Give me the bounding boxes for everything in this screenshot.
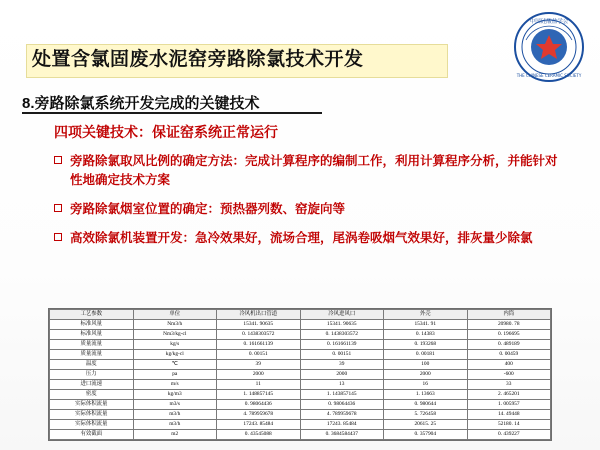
table-cell: pa — [133, 370, 217, 380]
table-cell: 2000 — [217, 370, 301, 380]
table-row — [50, 330, 551, 340]
table-cell: 0. 196695 — [467, 330, 551, 340]
table-row — [50, 380, 551, 390]
table-header-cell: 冷风机出口管道 — [217, 310, 301, 320]
table-row — [50, 400, 551, 410]
table-cell: -600 — [467, 370, 551, 380]
list-item — [54, 152, 566, 190]
table-cell: 52180. 14 — [467, 420, 551, 430]
table-cell: 0. 98064436 — [217, 400, 301, 410]
table-cell: 1. 13663 — [384, 390, 468, 400]
table-header-cell: 工艺参数 — [50, 310, 134, 320]
square-bullet-icon — [54, 204, 62, 212]
table-cell: 0. 3684584437 — [300, 430, 384, 440]
table-cell: 0. 489189 — [467, 340, 551, 350]
table-row — [50, 390, 551, 400]
parameter-table — [48, 308, 552, 441]
table-cell: m3/h — [133, 410, 217, 420]
table-cell: 39 — [217, 360, 301, 370]
table-cell: 0. 00151 — [300, 350, 384, 360]
table-cell: 4. 789959678 — [217, 410, 301, 420]
list-item-label: 旁路除氯取风比例的确定方法：完成计算程序的编制工作，利用计算程序分析，并能针对性地确定技术方案 — [70, 154, 558, 187]
list-item — [54, 200, 566, 219]
table-cell: 17243. 85484 — [300, 420, 384, 430]
table-cell: kg/s — [133, 340, 217, 350]
table-cell: 实际体积流量 — [50, 400, 134, 410]
table-cell: 实际体积流量 — [50, 410, 134, 420]
table-cell: 1. 143857145 — [300, 390, 384, 400]
table-cell: 2000 — [384, 370, 468, 380]
table-cell: 标准风量 — [50, 320, 134, 330]
table-row — [50, 350, 551, 360]
table-row — [50, 370, 551, 380]
table-row — [50, 320, 551, 330]
list-item-label: 旁路除氯烟室位置的确定：预热器列数、窑旋向等 — [70, 202, 346, 216]
table-cell: m3/h — [133, 420, 217, 430]
table-cell: 14. 49448 — [467, 410, 551, 420]
table-cell: 0. 161661139 — [300, 340, 384, 350]
bullet-list — [54, 152, 566, 258]
table-row — [50, 410, 551, 420]
table-cell: 17243. 85484 — [217, 420, 301, 430]
table-cell: 0. 43545088 — [217, 430, 301, 440]
section-heading: 8.旁路除氯系统开发完成的关键技术 — [22, 95, 260, 112]
table-row — [50, 420, 551, 430]
table-cell: 100 — [384, 360, 468, 370]
table-cell: 1. 005957 — [467, 400, 551, 410]
table-cell: Nm3/h — [133, 320, 217, 330]
table-cell: 11 — [217, 380, 301, 390]
square-bullet-icon — [54, 156, 62, 164]
table-cell: 标准风量 — [50, 330, 134, 340]
table-cell: 13 — [300, 380, 384, 390]
table-header-row — [50, 310, 551, 320]
ceramic-society-logo — [512, 10, 586, 84]
table-cell: 1. 148857145 — [217, 390, 301, 400]
table-cell: 实际体积流量 — [50, 420, 134, 430]
table-cell: 0. 98064436 — [300, 400, 384, 410]
table-cell: m2 — [133, 430, 217, 440]
table-cell: 密度 — [50, 390, 134, 400]
list-item — [54, 229, 566, 248]
table-header-cell: 冷风进风口 — [300, 310, 384, 320]
table-cell: 0. 357904 — [384, 430, 468, 440]
table-cell: 进口流速 — [50, 380, 134, 390]
table-cell: 20615. 25 — [384, 420, 468, 430]
table-cell: 15341. 91 — [384, 320, 468, 330]
table-cell: 0. 439227 — [467, 430, 551, 440]
page-title: 处置含氯固废水泥窑旁路除氯技术开发 — [32, 49, 364, 70]
table-cell: 2. 465201 — [467, 390, 551, 400]
table-cell: 有效截面 — [50, 430, 134, 440]
table-cell: Nm3/kg-cl — [133, 330, 217, 340]
table-row — [50, 430, 551, 440]
table-row — [50, 360, 551, 370]
table-cell: 15341. 90635 — [300, 320, 384, 330]
table-cell: kg/kg-cl — [133, 350, 217, 360]
table-cell: 0. 00459 — [467, 350, 551, 360]
table-cell: 33 — [467, 380, 551, 390]
table-cell: 0. 161661139 — [217, 340, 301, 350]
table-cell: 400 — [467, 360, 551, 370]
table-cell: 0. 1438303572 — [300, 330, 384, 340]
sub-heading: 四项关键技术：保证窑系统正常运行 — [54, 124, 278, 140]
table-cell: 质量流量 — [50, 340, 134, 350]
table-cell: 20980. 78 — [467, 320, 551, 330]
table-cell: 温度 — [50, 360, 134, 370]
list-item-label: 高效除氯机装置开发：急冷效果好，流场合理，尾涡卷吸烟气效果好，排灰量少除氯 — [70, 231, 533, 245]
table-cell: 0. 980644 — [384, 400, 468, 410]
table-cell: m/s — [133, 380, 217, 390]
table-cell: kg/m3 — [133, 390, 217, 400]
table-row — [50, 340, 551, 350]
section-heading-underline — [22, 112, 322, 114]
table-cell: 压力 — [50, 370, 134, 380]
table-cell: 质量流量 — [50, 350, 134, 360]
table-cell: 0. 1438303572 — [217, 330, 301, 340]
table-cell: 15341. 90635 — [217, 320, 301, 330]
table-header-cell: 内筒 — [467, 310, 551, 320]
table-cell: ℃ — [133, 360, 217, 370]
table-cell: 0. 193268 — [384, 340, 468, 350]
table-cell: 4. 789959678 — [300, 410, 384, 420]
svg-text:THE CHINESE CERAMIC SOCIETY: THE CHINESE CERAMIC SOCIETY — [516, 73, 582, 78]
square-bullet-icon — [54, 233, 62, 241]
table-cell: 16 — [384, 380, 468, 390]
svg-text:中国硅酸盐学会: 中国硅酸盐学会 — [529, 19, 569, 25]
table-cell: 0. 00151 — [217, 350, 301, 360]
table-cell: 0. 14383 — [384, 330, 468, 340]
table-cell: 2000 — [300, 370, 384, 380]
table-cell: 0. 00181 — [384, 350, 468, 360]
table-header-cell: 单位 — [133, 310, 217, 320]
table-header-cell: 外壳 — [384, 310, 468, 320]
table-cell: 39 — [300, 360, 384, 370]
table-cell: m3/s — [133, 400, 217, 410]
table-cell: 5. 726458 — [384, 410, 468, 420]
